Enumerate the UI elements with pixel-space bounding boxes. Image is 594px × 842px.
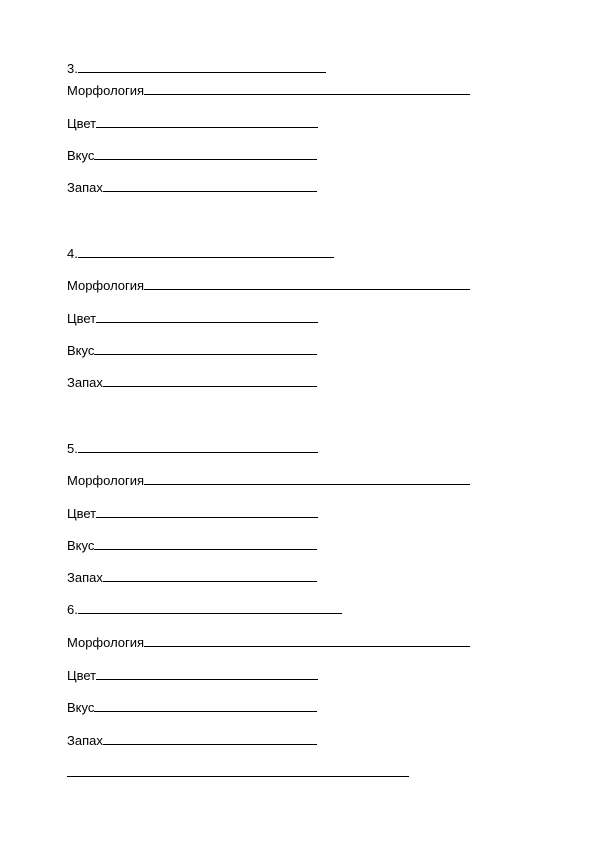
- answer-blank[interactable]: [78, 452, 318, 453]
- section-number: 3.: [67, 61, 78, 76]
- answer-blank[interactable]: [96, 517, 318, 518]
- field-label-taste: Вкус: [67, 700, 95, 715]
- section-6-color-line: [67, 665, 318, 683]
- answer-blank[interactable]: [78, 257, 334, 258]
- answer-blank[interactable]: [94, 159, 317, 160]
- answer-blank[interactable]: [103, 581, 317, 582]
- answer-blank[interactable]: [103, 386, 317, 387]
- answer-blank[interactable]: [144, 289, 470, 290]
- field-label-morphology: Морфология: [67, 635, 145, 650]
- field-label-morphology: Морфология: [67, 83, 145, 98]
- section-3-smell-line: [67, 177, 317, 195]
- answer-blank[interactable]: [144, 484, 470, 485]
- field-label-smell: Запах: [67, 570, 103, 585]
- section-3-taste-line: [67, 145, 317, 163]
- answer-blank[interactable]: [96, 679, 318, 680]
- field-label-morphology: Морфология: [67, 278, 145, 293]
- section-5-taste-line: [67, 535, 317, 553]
- section-number: 4.: [67, 246, 78, 261]
- answer-blank[interactable]: [96, 127, 318, 128]
- field-label-color: Цвет: [67, 506, 97, 521]
- answer-blank[interactable]: [94, 711, 317, 712]
- answer-blank[interactable]: [94, 549, 317, 550]
- field-label-color: Цвет: [67, 311, 97, 326]
- section-6-smell-line: [67, 730, 317, 748]
- answer-blank[interactable]: [67, 776, 409, 777]
- section-6-morphology-line: [67, 632, 470, 650]
- field-label-morphology: Морфология: [67, 473, 145, 488]
- section-5-morphology-line: [67, 470, 470, 488]
- field-label-smell: Запах: [67, 375, 103, 390]
- answer-blank[interactable]: [78, 72, 326, 73]
- section-5-color-line: [67, 503, 318, 521]
- section-number: 6.: [67, 602, 78, 617]
- field-label-taste: Вкус: [67, 343, 95, 358]
- answer-blank[interactable]: [144, 646, 470, 647]
- answer-blank[interactable]: [78, 613, 342, 614]
- section-6-taste-line: [67, 697, 317, 715]
- field-label-color: Цвет: [67, 116, 97, 131]
- answer-blank[interactable]: [144, 94, 470, 95]
- section-4-taste-line: [67, 340, 317, 358]
- section-4-morphology-line: [67, 275, 470, 293]
- answer-blank[interactable]: [96, 322, 318, 323]
- final-blank-line: [67, 762, 409, 780]
- field-label-taste: Вкус: [67, 148, 95, 163]
- section-4-number-line: [67, 243, 334, 261]
- section-3-morphology-line: [67, 80, 470, 98]
- section-5-number-line: [67, 438, 318, 456]
- answer-blank[interactable]: [103, 191, 317, 192]
- field-label-smell: Запах: [67, 733, 103, 748]
- answer-blank[interactable]: [94, 354, 317, 355]
- field-label-smell: Запах: [67, 180, 103, 195]
- field-label-taste: Вкус: [67, 538, 95, 553]
- section-number: 5.: [67, 441, 78, 456]
- field-label-color: Цвет: [67, 668, 97, 683]
- section-5-smell-line: [67, 567, 317, 585]
- answer-blank[interactable]: [103, 744, 317, 745]
- section-3-color-line: [67, 113, 318, 131]
- section-6-number-line: [67, 599, 342, 617]
- section-3-number-line: [67, 58, 326, 76]
- section-4-color-line: [67, 308, 318, 326]
- section-4-smell-line: [67, 372, 317, 390]
